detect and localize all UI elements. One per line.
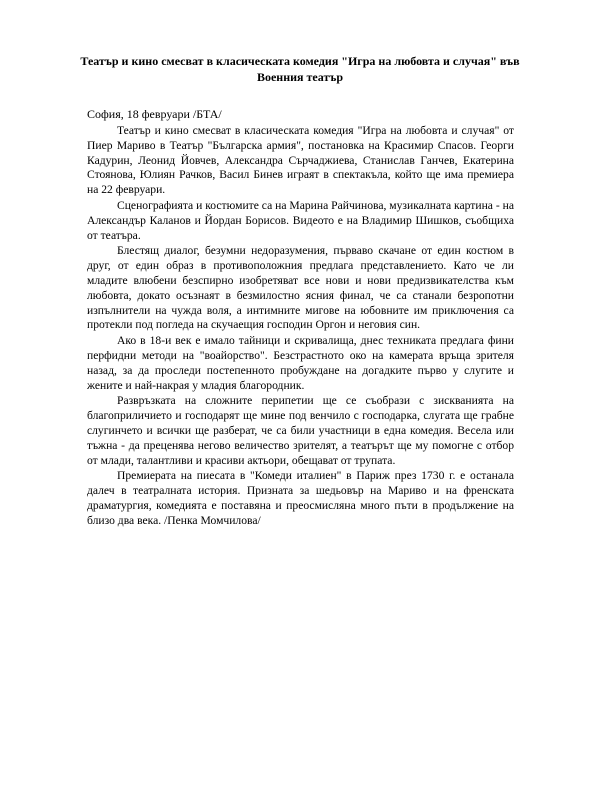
article-body <box>87 124 514 530</box>
paragraph-3: Блестящ диалог, безумни недоразумения, първаво скачане от един костюм в друг, от един образ в противоположния предлага представлението. Като че ли младите влюбени безспирно изобретяват все нови и нови предизвикателства към любовта, докато осъзнаят в безмилостно ясния финал, че са станали безропотни изпълнители на чужда воля, а интимните мигове на юбовните им приключения са протекли под погледа на скучаещия господин Оргон и неговия син. <box>87 244 514 332</box>
dateline: София, 18 февруари /БТА/ <box>87 107 222 121</box>
paragraph-5: Развръзката на сложните перипетии ще се съобрази с зискванията на благоприличието и господарят ще мине под венчило с господарка, слугата ще грабне слугинчето и всички ще разберат, че са били участници в една комедия. Весела или тъжна - да преценява негово величество зрителят, а театърът ще му помогне с отбор от млади, талантливи и красиви актьори, обещават от трупата. <box>87 394 514 467</box>
paragraph-2: Сценографията и костюмите са на Марина Райчинова, музикалната картина - на Александър Каланов и Йордан Борисов. Видеото е на Владимир Шишков, съобщиха от театъра. <box>87 198 514 242</box>
paragraph-6: Премиерата на пиесата в "Комеди италиен" в Париж през 1730 г. е останала далеч в театралната история. Призната за шедьовър на Мариво и на френската драматургия, комедията е поставяна и преосмисляна много пъти в продължение на близо два века. /Пенка Момчилова/ <box>87 469 514 527</box>
paragraph-4: Ако в 18-и век е имало тайници и скривалища, днес техниката предлага фини перфидни методи на "воайорство". Безстрастното око на камерата връща зрителя назад, за да проследи постепенното пробуждане на догадките първо у слугите и жените и най-накрая у младия благородник. <box>87 334 514 392</box>
article-title: Театър и кино смесват в класическата комедия "Игра на любовта и случая" във Военния театър <box>80 54 520 84</box>
paragraph-1: Театър и кино смесват в класическата комедия "Игра на любовта и случая" от Пиер Мариво в Театър "Българска армия", постановка на Красимир Спасов. Георги Кадурин, Леонид Йовчев, Александра Сърчаджиева, Станислав Ганчев, Екатерина Стоянова, Юлиян Рачков, Васил Бинев играят в спектакъла, който ще има премиера на 22 февруари. <box>87 124 514 197</box>
